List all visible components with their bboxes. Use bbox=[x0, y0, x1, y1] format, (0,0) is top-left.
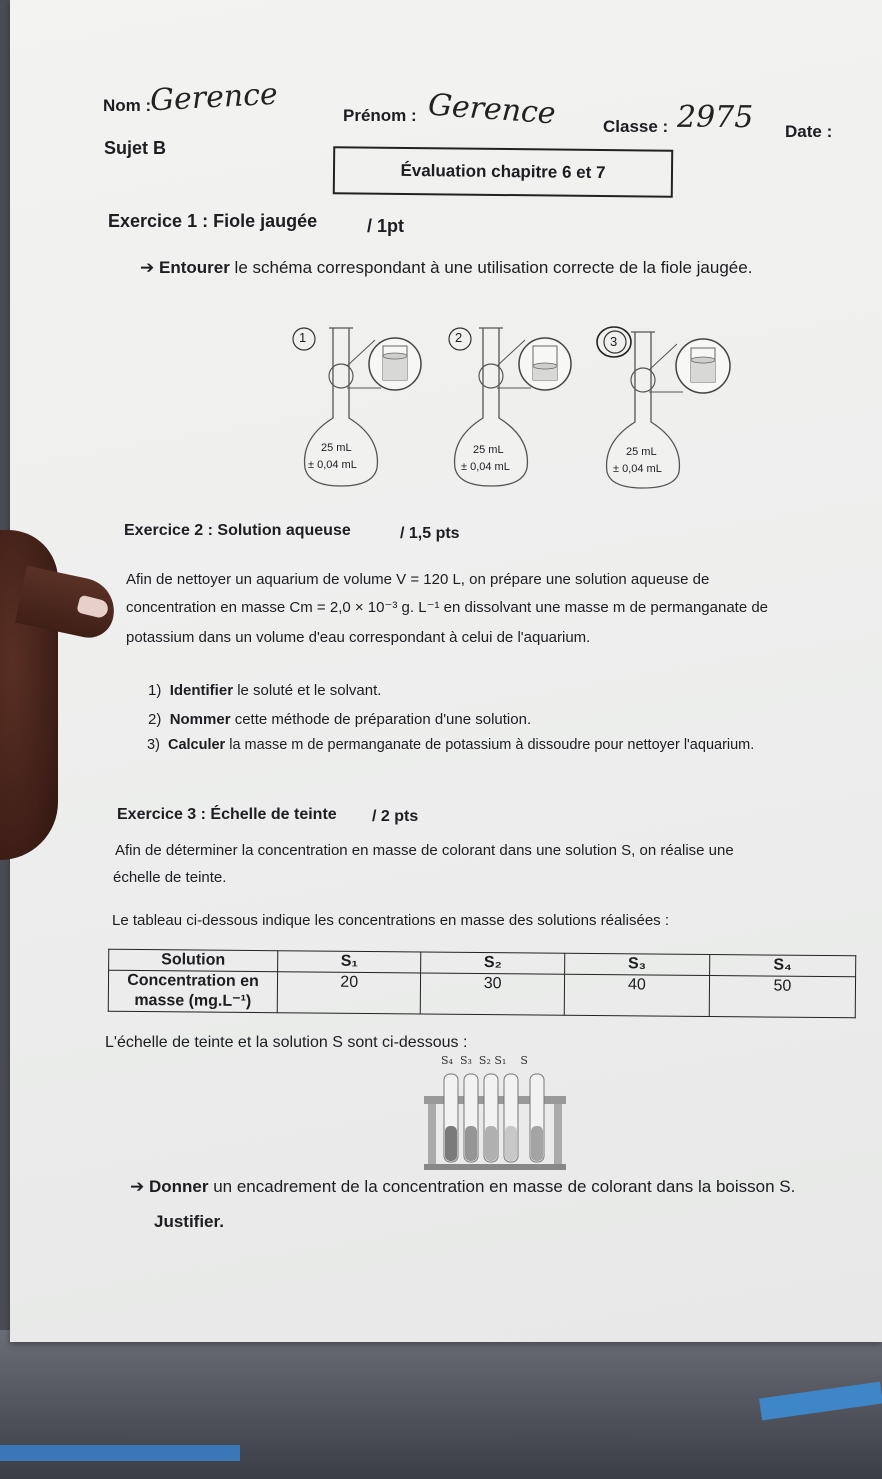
date-label: Date : bbox=[785, 122, 833, 141]
table-header-s3: S₃ bbox=[564, 953, 709, 975]
ex2-points: / 1,5 pts bbox=[400, 525, 460, 542]
ex3-table-intro: Le tableau ci-dessous indique les concentrations en masse des solutions réalisées : bbox=[112, 912, 669, 929]
tube-s2 bbox=[484, 1074, 498, 1162]
ex3-points: / 2 pts bbox=[372, 808, 419, 825]
tube-rack-diagram bbox=[420, 1068, 570, 1172]
classe-label: Classe : bbox=[603, 117, 669, 136]
table-cell-s3: 40 bbox=[564, 974, 709, 1016]
nom-label: Nom : bbox=[103, 96, 152, 115]
table-cell-s4: 50 bbox=[709, 975, 855, 1017]
ex2-question-3: 3) Calculer la masse m de permanganate de potassium à dissoudre pour nettoyer l'aquarium. bbox=[147, 737, 755, 753]
background-blue-strip bbox=[0, 1445, 240, 1461]
sujet-label: Sujet B bbox=[104, 138, 167, 158]
tube-s4 bbox=[444, 1074, 458, 1162]
ex2-question-1: 1) Identifier le soluté et le solvant. bbox=[148, 682, 382, 699]
table-row-label: Concentration en masse (mg.L⁻¹) bbox=[108, 970, 277, 1012]
tube-s bbox=[530, 1074, 544, 1162]
flask-1-volume: 25 mL bbox=[321, 442, 352, 454]
flask-3-tolerance: ± 0,04 mL bbox=[613, 463, 662, 475]
ex3-title: Exercice 3 : Échelle de teinte bbox=[117, 806, 337, 823]
table-header-s1: S₁ bbox=[278, 951, 422, 973]
prenom-handwritten: Gerence bbox=[426, 87, 557, 132]
concentration-table bbox=[108, 949, 857, 1019]
table-header-s2: S₂ bbox=[421, 952, 565, 974]
prenom-label: Prénom : bbox=[343, 106, 417, 125]
ex1-instruction: ➔ Entourer le schéma correspondant à une utilisation correcte de la fiole jaugée. bbox=[140, 258, 753, 277]
ex3-justify: Justifier. bbox=[154, 1212, 224, 1231]
ex3-instruction: ➔ Donner un encadrement de la concentration en masse de colorant dans la boisson S. bbox=[130, 1177, 796, 1196]
flask-2-tolerance: ± 0,04 mL bbox=[461, 461, 510, 473]
flask-2-volume: 25 mL bbox=[473, 444, 504, 456]
ex3-para-line2: échelle de teinte. bbox=[113, 869, 227, 886]
flask-3-number: 3 bbox=[610, 334, 618, 349]
table-row bbox=[108, 970, 855, 1018]
ex2-para-line1: Afin de nettoyer un aquarium de volume V = 120 L, on prépare une solution aqueuse de bbox=[126, 571, 710, 588]
flask-1-number: 1 bbox=[299, 330, 307, 345]
ex2-para-line3: potassium dans un volume d'eau correspondant à celui de l'aquarium. bbox=[126, 629, 591, 646]
ex3-para-line1: Afin de déterminer la concentration en masse de colorant dans une solution S, on réalise une bbox=[115, 842, 734, 859]
ex1-title: Exercice 1 : Fiole jaugée bbox=[108, 211, 318, 231]
ex1-points: / 1pt bbox=[367, 216, 405, 236]
tube-labels: S₄ S₃ S₂ S₁ S bbox=[441, 1054, 528, 1067]
table-cell-s2: 30 bbox=[421, 973, 565, 1015]
flask-2-number: 2 bbox=[455, 330, 463, 345]
ex2-question-2: 2) Nommer cette méthode de préparation d'une solution. bbox=[148, 711, 532, 728]
tube-s3 bbox=[464, 1074, 478, 1162]
ex2-title: Exercice 2 : Solution aqueuse bbox=[124, 522, 351, 539]
table-header-label: Solution bbox=[109, 949, 278, 971]
arrow-icon: ➔ bbox=[130, 1177, 145, 1196]
flask-1-tolerance: ± 0,04 mL bbox=[308, 459, 357, 471]
table-cell-s1: 20 bbox=[277, 972, 421, 1014]
flask-3-volume: 25 mL bbox=[626, 446, 657, 458]
classe-handwritten: 2975 bbox=[677, 100, 754, 135]
nom-handwritten: Gerence bbox=[149, 76, 279, 119]
tube-s1 bbox=[504, 1074, 518, 1162]
ex3-scale-intro: L'échelle de teinte et la solution S sont ci-dessous : bbox=[105, 1034, 468, 1051]
table-header-s4: S₄ bbox=[709, 954, 855, 976]
arrow-icon: ➔ bbox=[140, 258, 155, 277]
ex2-para-line2: concentration en masse Cm = 2,0 × 10⁻³ g. L⁻¹ en dissolvant une masse m de permanganate de bbox=[126, 599, 769, 616]
page-title: Évaluation chapitre 6 et 7 bbox=[333, 146, 673, 198]
flask-diagrams bbox=[285, 318, 755, 498]
